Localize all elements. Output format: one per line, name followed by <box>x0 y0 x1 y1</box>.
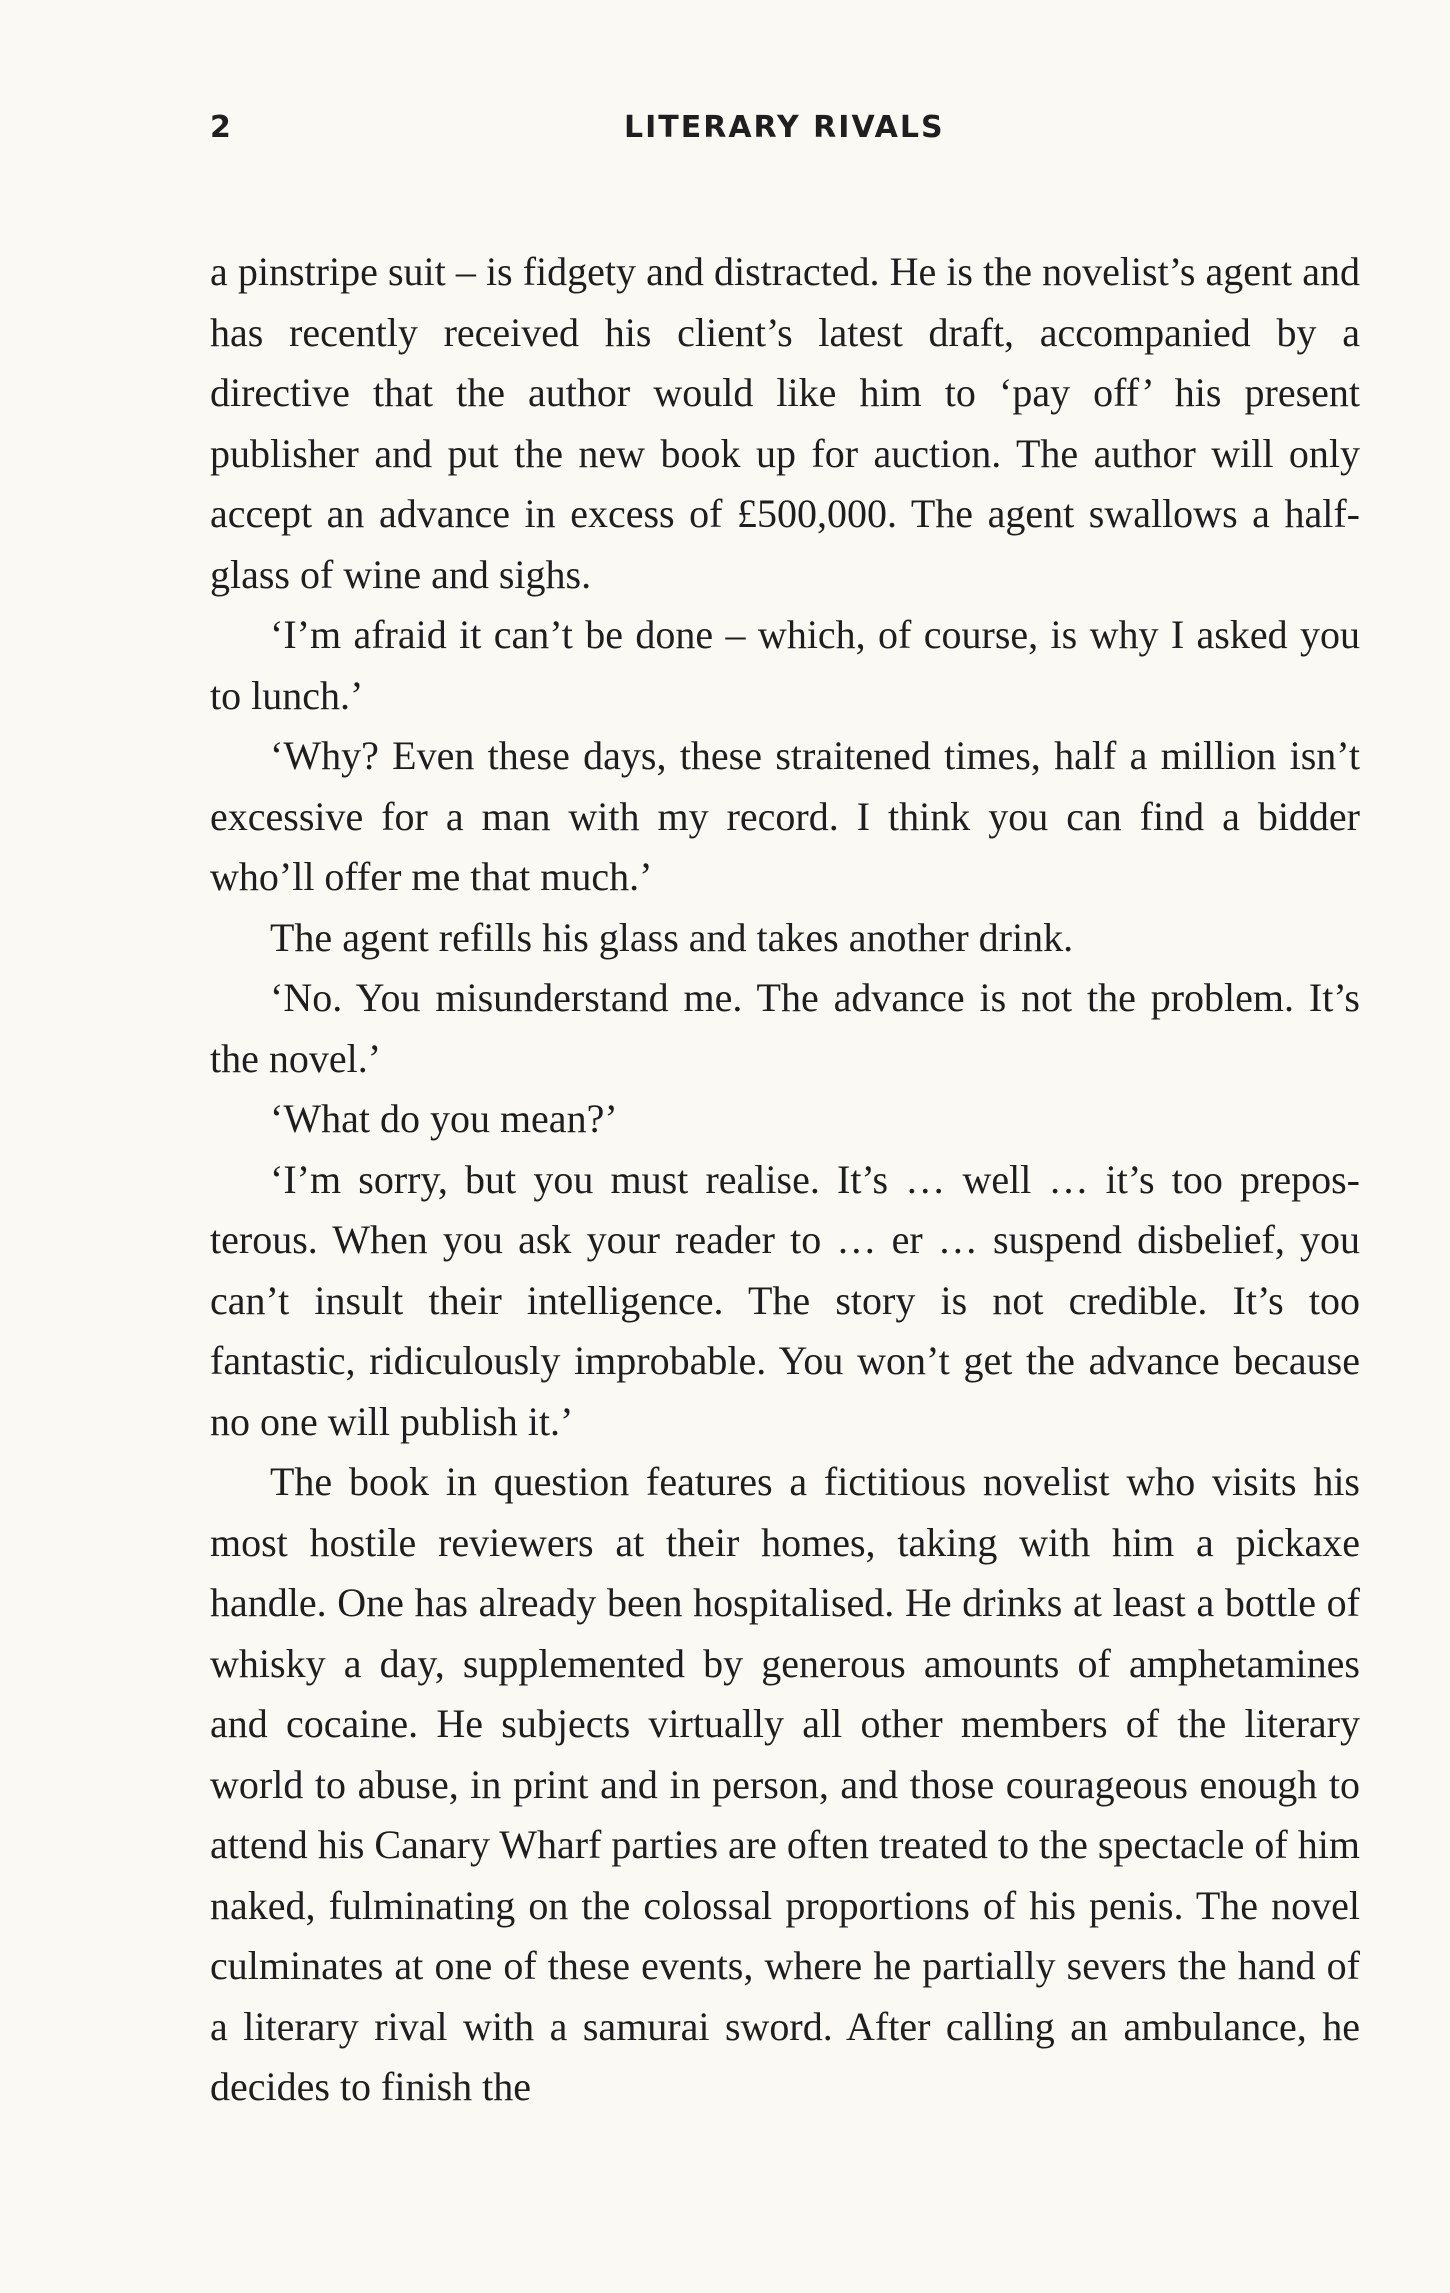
paragraph: ‘What do you mean?’ <box>270 1096 618 1141</box>
paragraph: The agent refills his glass and takes another drink. <box>270 914 1074 960</box>
body-text <box>210 242 1360 2118</box>
page-number: 2 <box>210 110 233 145</box>
running-head <box>210 104 1360 154</box>
paragraph: The book in question features a fictitious novelist who visits his most hostile reviewers at their homes, taking with him a pickaxe handle. One has already been hospitalised. He drinks at least a bottle of whisky a day, supplemented by generous amounts of amphetamines and cocaine. He subjects virtually all other members of the literary world to abuse, in print and in person, and those courageous enough to attend his Canary Wharf parties are often treated to the spectacle of him naked, fulminating on the colossal proportions of his penis. The novel culminates at one of these events, where he partially severs the hand of a literary rival with a samurai sword. After calling an ambulance, he decides to finish the <box>210 1459 1360 2109</box>
paragraph: a pinstripe suit – is fidgety and distracted. He is the novelist’s agent and has recently received his client’s latest draft, accompanied by a directive that the author would like him to ‘pay off’ his present publisher and put the new book up for auction. The author will only accept an advance in excess of £500,000. The agent swallows a half-glass of wine and sighs. <box>210 249 1360 597</box>
paragraph: ‘I’m afraid it can’t be done – which, of course, is why I asked you to lunch.’ <box>210 612 1360 718</box>
running-title: LITERARY RIVALS <box>624 110 945 145</box>
paragraph: ‘Why? Even these days, these straitened times, half a million isn’t excessive for a man with my record. I think you can find a bidder who’ll offer me that much.’ <box>210 733 1360 899</box>
paragraph: ‘I’m sorry, but you must realise. It’s … well … it’s too preposterous. When you ask your reader to … er … suspend disbelief, you can’t insult their intelligence. The story is not credible. It’s too fantastic, ridiculously improbable. You won’t get the advance because no one will publish it.’ <box>210 1156 1360 1444</box>
paragraph: ‘No. You misunderstand me. The advance is not the problem. It’s the novel.’ <box>210 975 1360 1081</box>
